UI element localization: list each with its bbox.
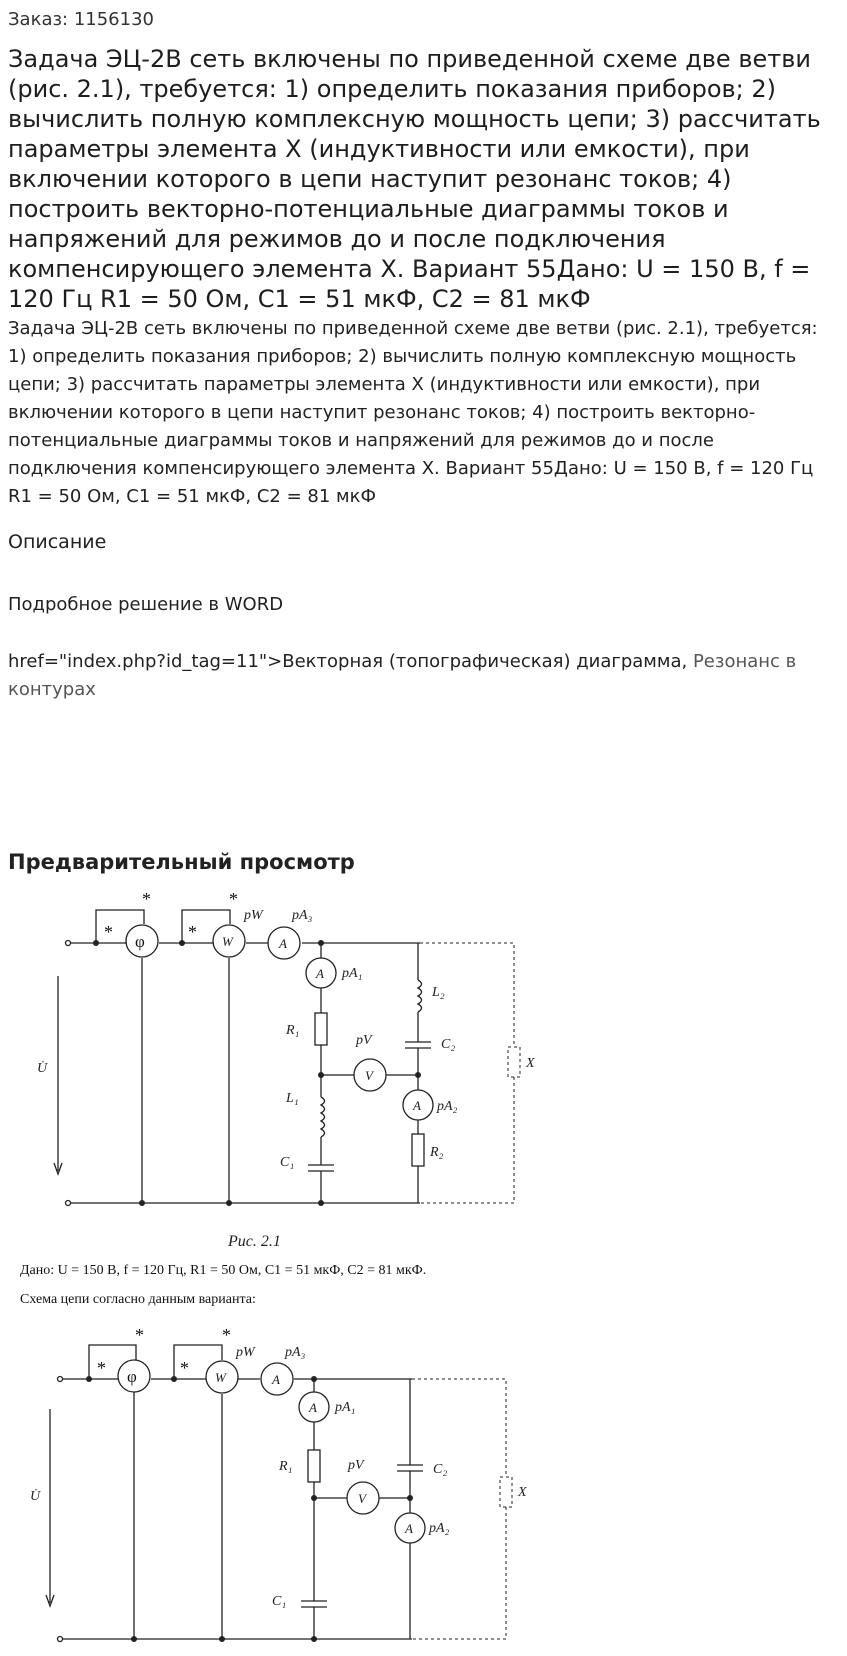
label-pA2: pA₂ xyxy=(437,1099,458,1114)
circuit-1-labels xyxy=(37,889,535,1170)
circuit-2-labels xyxy=(30,1325,527,1609)
label-pV-2: pV xyxy=(348,1458,364,1473)
label-C1: C₁ xyxy=(280,1155,295,1170)
star-3: * xyxy=(188,922,197,942)
label-pA2-2: pA₂ xyxy=(429,1521,450,1536)
page-title: Задача ЭЦ-2В сеть включены по приведенной схеме две ветви (рис. 2.1), требуется: 1) определить показания приборов; 2) вычислить полную комплексную мощность цепи; 3) рассчитать параметры элемента X (индуктивности или емкости), при включении которого в цепи наступит резонанс токов; 4) построить векторно-потенциальные диаграммы токов и напряжений для режимов до и после подключения компенсирующего элемента X. Вариант 55Дано: U = 150 В, f = 120 Гц R1 = 50 Ом, C1 = 51 мкФ, C2 = 81 мкФ xyxy=(8,45,821,313)
ammeter-a1-symbol: A xyxy=(316,966,324,981)
label-R1: R₁ xyxy=(286,1023,300,1038)
voltmeter-symbol: V xyxy=(365,1068,373,1083)
label-pA3-2: pA₃ xyxy=(285,1345,306,1360)
tags-prefix: href="index.php?id_tag=11">Векторная (топографическая) диаграмма, xyxy=(8,651,693,672)
label-U: U̇ xyxy=(37,1061,48,1076)
figure-caption: Рис. 2.1 xyxy=(228,1233,281,1250)
voltmeter-symbol-2: V xyxy=(358,1491,366,1506)
problem-text: Задача ЭЦ-2В сеть включены по приведенной схеме две ветви (рис. 2.1), требуется: 1) определить показания приборов; 2) вычислить полную комплексную мощность цепи; 3) рассчитать параметры элемента X (индуктивности или емкости), при включении которого в цепи наступит резонанс токов; 4) построить векторно-потенциальные диаграммы токов и напряжений для режимов до и после подключения компенсирующего элемента X. Вариант 55Дано: U = 150 В, f = 120 Гц R1 = 50 Ом, C1 = 51 мкФ, C2 = 81 мкФ xyxy=(8,318,818,507)
label-X: X xyxy=(526,1056,535,1071)
label-pW: pW xyxy=(244,908,263,923)
label-pA1-2: pA₁ xyxy=(335,1400,356,1415)
ammeter-a3-symbol: A xyxy=(279,936,287,951)
label-C2: C₂ xyxy=(441,1037,456,1052)
star-2: * xyxy=(142,889,151,909)
tag-link-resonance[interactable]: Резонанс в контурах xyxy=(8,651,797,700)
label-R1-2: R₁ xyxy=(279,1459,293,1474)
description-heading: Описание xyxy=(8,531,107,553)
phase-meter-symbol: φ xyxy=(135,932,145,951)
ammeter-a1-symbol-2: A xyxy=(309,1400,317,1415)
wattmeter-symbol: W xyxy=(222,934,233,949)
label-U-2: U̇ xyxy=(30,1489,41,1504)
star-6: * xyxy=(135,1325,144,1345)
label-C1-2: C₁ xyxy=(272,1594,287,1609)
star-1: * xyxy=(104,922,113,942)
ammeter-a2-symbol-2: A xyxy=(405,1521,413,1536)
label-pA3: pA₃ xyxy=(292,908,313,923)
wattmeter-symbol-2: W xyxy=(215,1370,226,1385)
circuit-2-junctions xyxy=(86,1376,413,1642)
order-number: Заказ: 1156130 xyxy=(8,9,154,30)
label-X-2: X xyxy=(518,1485,527,1500)
star-5: * xyxy=(97,1358,106,1378)
label-pV: pV xyxy=(356,1033,372,1048)
ammeter-a3-symbol-2: A xyxy=(272,1372,280,1387)
given-line: Дано: U = 150 В, f = 120 Гц, R1 = 50 Ом, C1 = 51 мкФ, C2 = 81 мкФ. xyxy=(20,1263,427,1278)
label-L1: L₁ xyxy=(286,1091,299,1106)
preview-figure xyxy=(0,876,847,1656)
label-C2-2: C₂ xyxy=(433,1462,448,1477)
star-8: * xyxy=(222,1325,231,1345)
label-pA1: pA₁ xyxy=(342,966,363,981)
star-7: * xyxy=(180,1358,189,1378)
phase-meter-symbol-2: φ xyxy=(127,1367,137,1386)
scheme-note: Схема цепи согласно данным варианта: xyxy=(20,1292,256,1307)
label-pW-2: pW xyxy=(236,1345,255,1360)
star-4: * xyxy=(229,889,238,909)
tags-line xyxy=(8,648,840,704)
ammeter-a2-symbol: A xyxy=(413,1098,421,1113)
word-solution-note: Подробное решение в WORD xyxy=(8,594,284,615)
label-R2: R₂ xyxy=(430,1145,444,1160)
preview-heading: Предварительный просмотр xyxy=(8,850,355,874)
label-L2: L₂ xyxy=(432,985,445,1000)
